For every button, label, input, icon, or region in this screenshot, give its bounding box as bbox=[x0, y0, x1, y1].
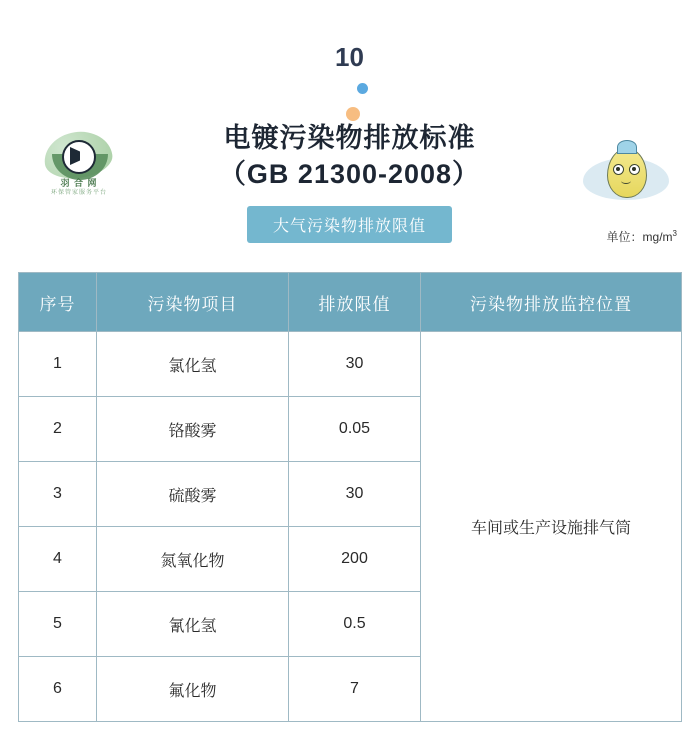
cell-limit: 30 bbox=[289, 462, 421, 527]
page-header bbox=[0, 120, 699, 243]
cell-pollutant: 氰化氢 bbox=[97, 592, 289, 657]
emission-limits-table-wrapper bbox=[18, 272, 681, 722]
cell-no: 6 bbox=[19, 657, 97, 722]
page-title-line2: （GB 21300-2008） bbox=[218, 159, 481, 189]
brand-name: 羽 合 网 bbox=[60, 178, 98, 188]
column-header-monitor-position: 污染物排放监控位置 bbox=[421, 273, 682, 332]
cell-no: 5 bbox=[19, 592, 97, 657]
cell-limit: 200 bbox=[289, 527, 421, 592]
unit-note-label: 单位：mg/m bbox=[606, 230, 673, 244]
cell-limit: 0.5 bbox=[289, 592, 421, 657]
cell-limit: 7 bbox=[289, 657, 421, 722]
cell-pollutant: 氮氧化物 bbox=[97, 527, 289, 592]
decorative-dot-blue bbox=[357, 83, 368, 94]
emission-limits-table bbox=[18, 272, 682, 722]
brand-subtitle: 环保管家服务平台 bbox=[50, 190, 107, 196]
table-header-row bbox=[19, 273, 682, 332]
page-number: 10 bbox=[335, 42, 364, 72]
page-number-badge bbox=[0, 42, 699, 82]
cell-limit: 0.05 bbox=[289, 397, 421, 462]
cell-limit: 30 bbox=[289, 332, 421, 397]
column-header-limit: 排放限值 bbox=[289, 273, 421, 332]
cell-no: 1 bbox=[19, 332, 97, 397]
cell-monitor-position: 车间或生产设施排气筒 bbox=[421, 332, 682, 722]
cell-pollutant: 氟化物 bbox=[97, 657, 289, 722]
column-header-no: 序号 bbox=[19, 273, 97, 332]
unit-note-exponent: 3 bbox=[672, 229, 677, 238]
page-title-line1: 电镀污染物排放标准 bbox=[223, 123, 476, 153]
cell-pollutant: 铬酸雾 bbox=[97, 397, 289, 462]
unit-note bbox=[607, 228, 677, 245]
cell-pollutant: 氯化氢 bbox=[97, 332, 289, 397]
decorative-dot-orange bbox=[346, 107, 360, 121]
cell-no: 3 bbox=[19, 462, 97, 527]
section-subtitle-pill: 大气污染物排放限值 bbox=[247, 206, 452, 243]
cell-no: 4 bbox=[19, 527, 97, 592]
column-header-pollutant: 污染物项目 bbox=[97, 273, 289, 332]
cell-pollutant: 硫酸雾 bbox=[97, 462, 289, 527]
cell-no: 2 bbox=[19, 397, 97, 462]
table-row bbox=[19, 332, 682, 397]
